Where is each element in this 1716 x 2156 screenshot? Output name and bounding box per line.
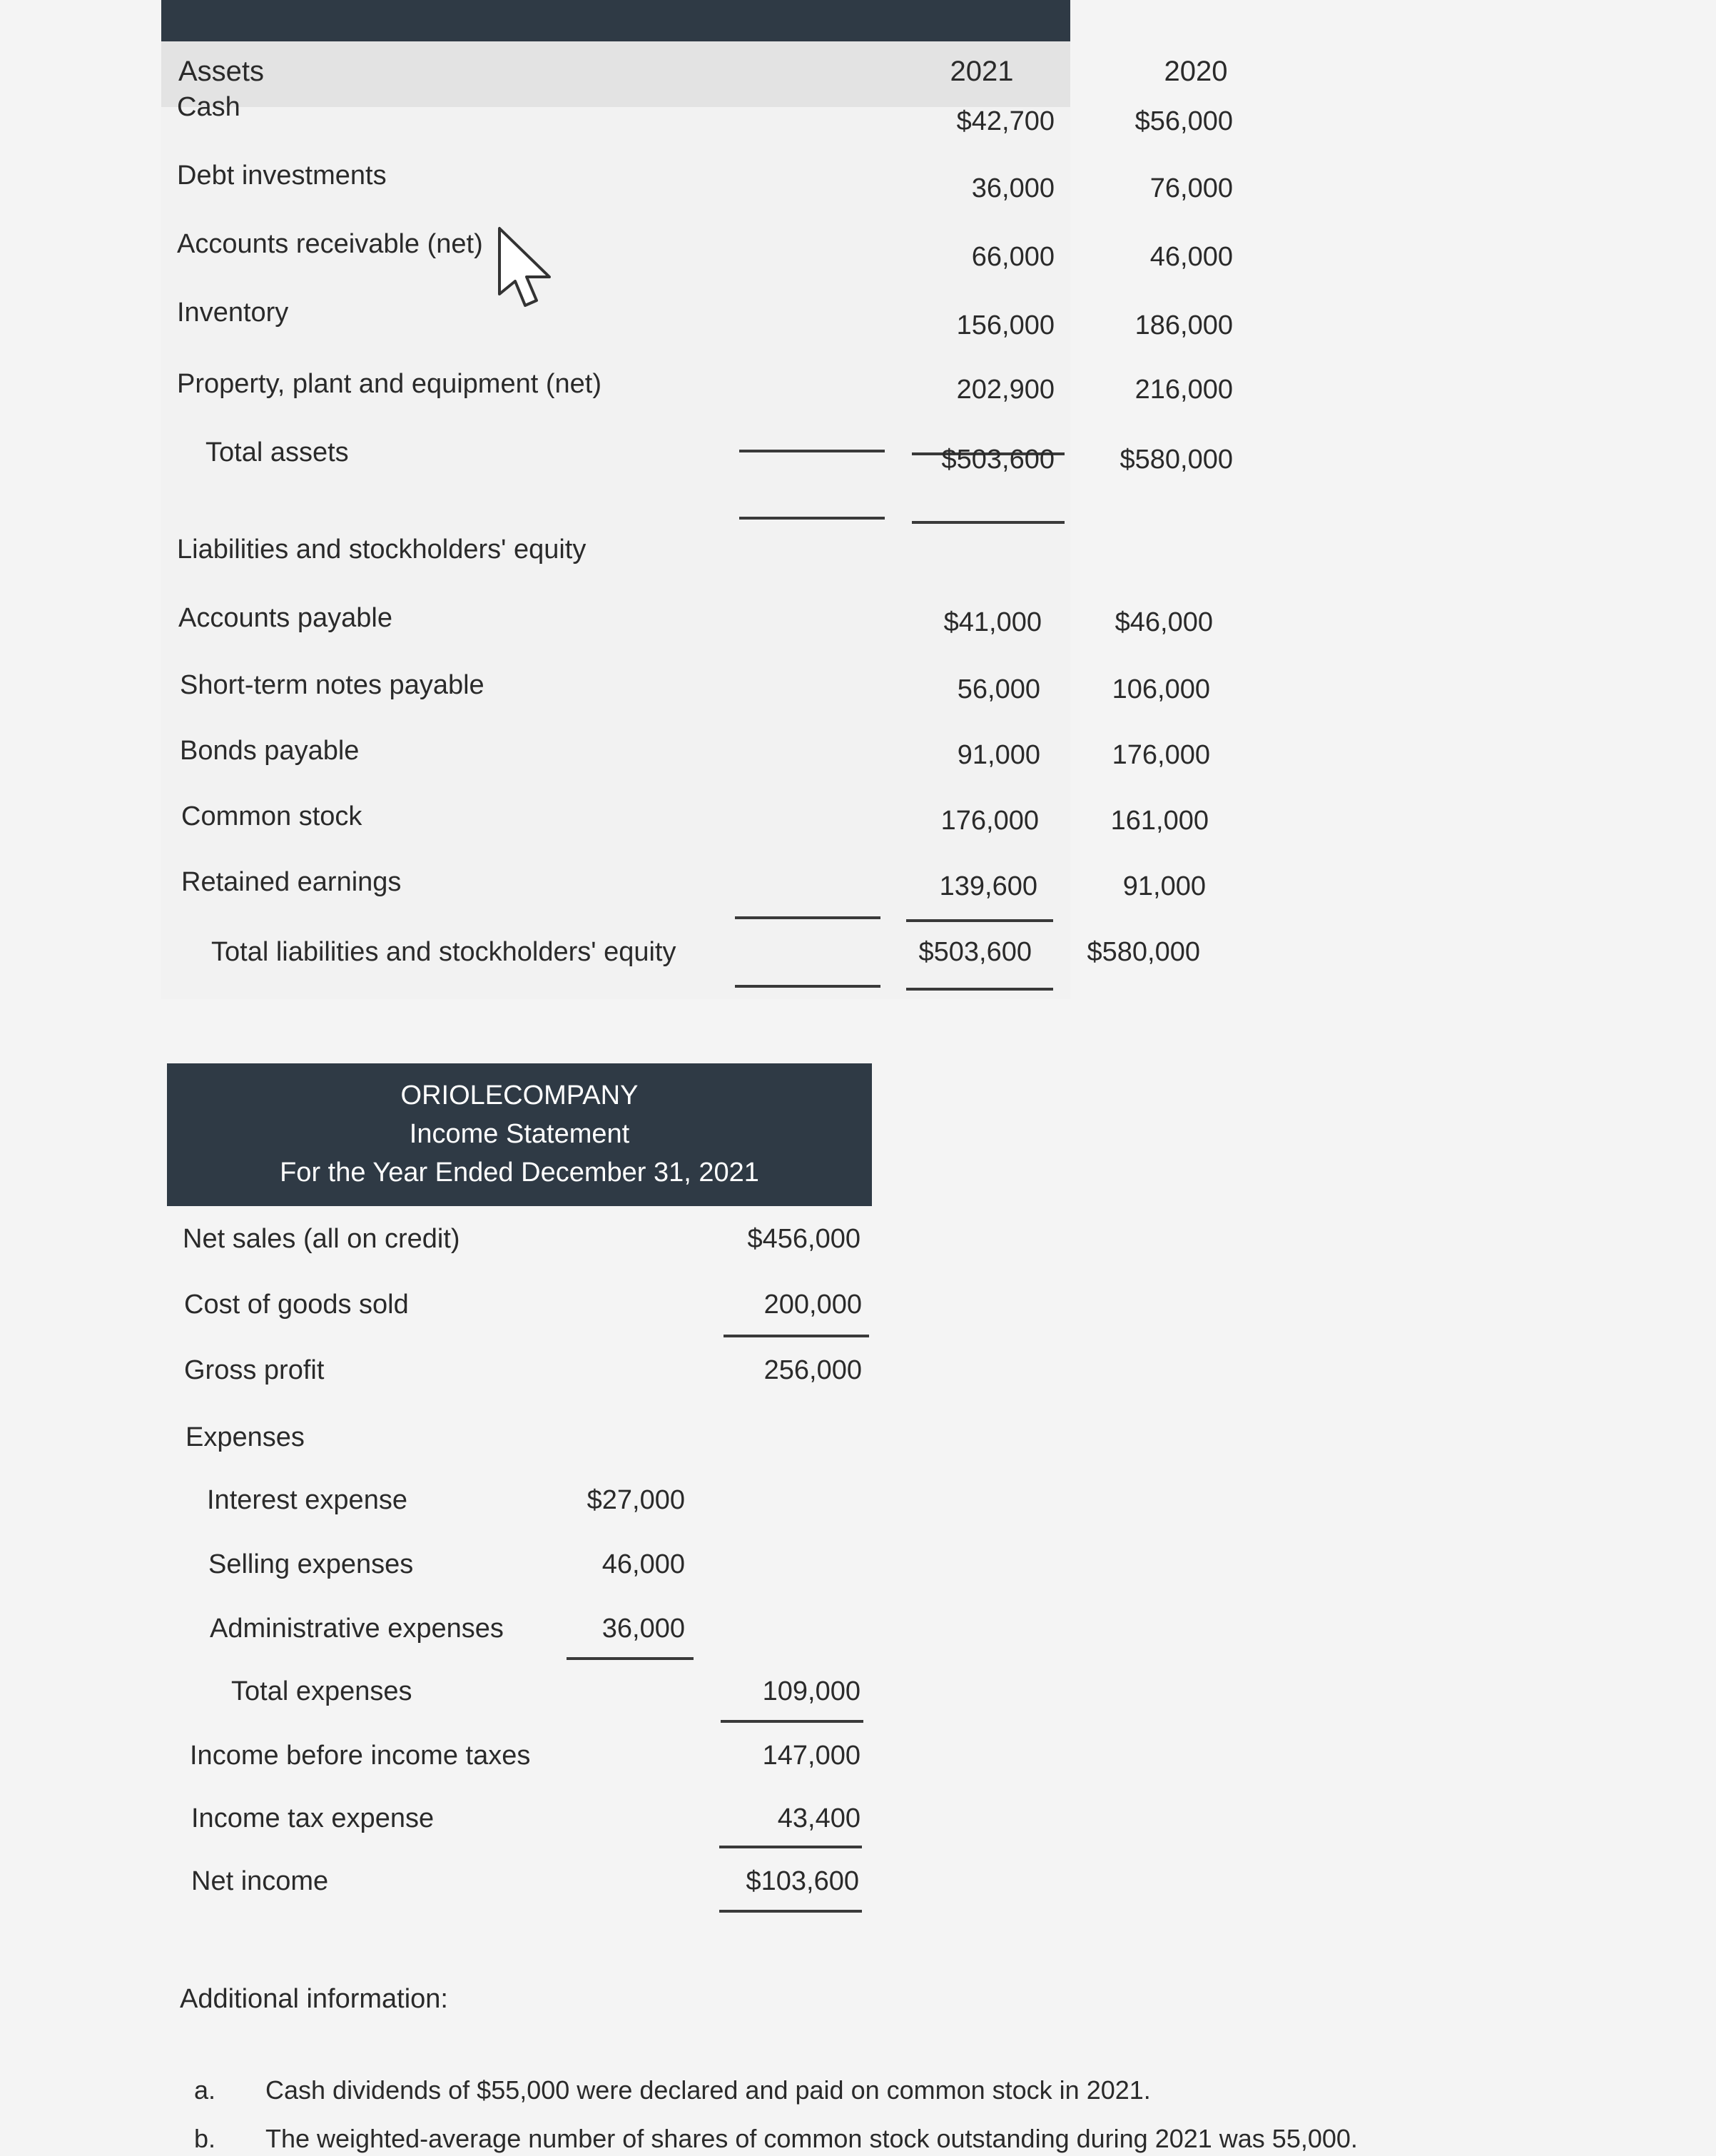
table-row: Short-term notes payable 56,000 106,000 [180, 670, 1210, 704]
underline [719, 1846, 862, 1848]
underline [724, 1335, 869, 1337]
table-row: Cash $42,700 $56,000 [177, 92, 1233, 136]
note-text: Cash dividends of $55,000 were declared and paid on common stock in 2021. [265, 2075, 1151, 2105]
table-row: Retained earnings 139,600 91,000 [181, 867, 1206, 901]
balance-sheet-body [161, 92, 1233, 999]
expenses-heading: Expenses [186, 1422, 305, 1452]
note-text: The weighted-average number of shares of common stock outstanding during 2021 was 55,000. [265, 2124, 1358, 2153]
net-income-row: Net income $103,600 [191, 1866, 859, 1896]
note-marker: a. [194, 2075, 216, 2105]
balance-sheet-title-bar [161, 0, 1070, 41]
table-row: Gross profit 256,000 [184, 1355, 862, 1385]
table-row: Administrative expenses 36,000 [210, 1614, 685, 1644]
company-name: ORIOLECOMPANY [400, 1080, 639, 1110]
table-row: Accounts receivable (net) 66,000 46,000 [177, 229, 1233, 272]
table-row: Cost of goods sold 200,000 [184, 1290, 862, 1320]
table-row: Debt investments 36,000 76,000 [177, 161, 1233, 203]
table-row: Total expenses 109,000 [231, 1676, 860, 1706]
double-underline [739, 517, 885, 520]
statement-title: Income Statement [409, 1119, 630, 1149]
table-row: Property, plant and equipment (net) 202,900 216,000 [177, 369, 1233, 405]
table-row: Interest expense $27,000 [207, 1485, 685, 1515]
underline [906, 919, 1053, 922]
assets-heading: Assets [178, 56, 265, 87]
table-row: Income before income taxes 147,000 [190, 1741, 860, 1771]
note-a [194, 2075, 1151, 2105]
table-row: Net sales (all on credit) $456,000 [183, 1224, 860, 1254]
liabilities-heading: Liabilities and stockholders' equity [177, 535, 587, 565]
column-2021: 2021 [950, 56, 1014, 87]
mouse-pointer-icon [497, 226, 561, 311]
double-underline [912, 521, 1065, 524]
double-underline [735, 985, 880, 988]
underline [567, 1657, 694, 1660]
double-underline [719, 1910, 862, 1913]
total-liabilities-row: Total liabilities and stockholders' equity $503,600 $580,000 [211, 937, 1200, 967]
table-row: Income tax expense 43,400 [191, 1803, 860, 1833]
statement-period: For the Year Ended December 31, 2021 [280, 1158, 759, 1188]
table-row: Accounts payable $41,000 $46,000 [178, 603, 1213, 637]
income-statement-header [167, 1063, 872, 1206]
note-b [194, 2124, 1358, 2154]
column-2020: 2020 [1164, 56, 1228, 87]
underline [735, 916, 880, 919]
table-row: Common stock 176,000 161,000 [181, 801, 1209, 836]
table-row: Bonds payable 91,000 176,000 [180, 736, 1210, 770]
table-row: Inventory 156,000 186,000 [177, 298, 1233, 340]
table-row: Selling expenses 46,000 [208, 1549, 685, 1579]
note-marker: b. [194, 2124, 216, 2153]
total-assets-row: Total assets $503,600 $580,000 [205, 437, 1233, 475]
underline [721, 1720, 863, 1723]
additional-info-heading: Additional information: [180, 1984, 448, 2014]
double-underline [906, 988, 1053, 991]
